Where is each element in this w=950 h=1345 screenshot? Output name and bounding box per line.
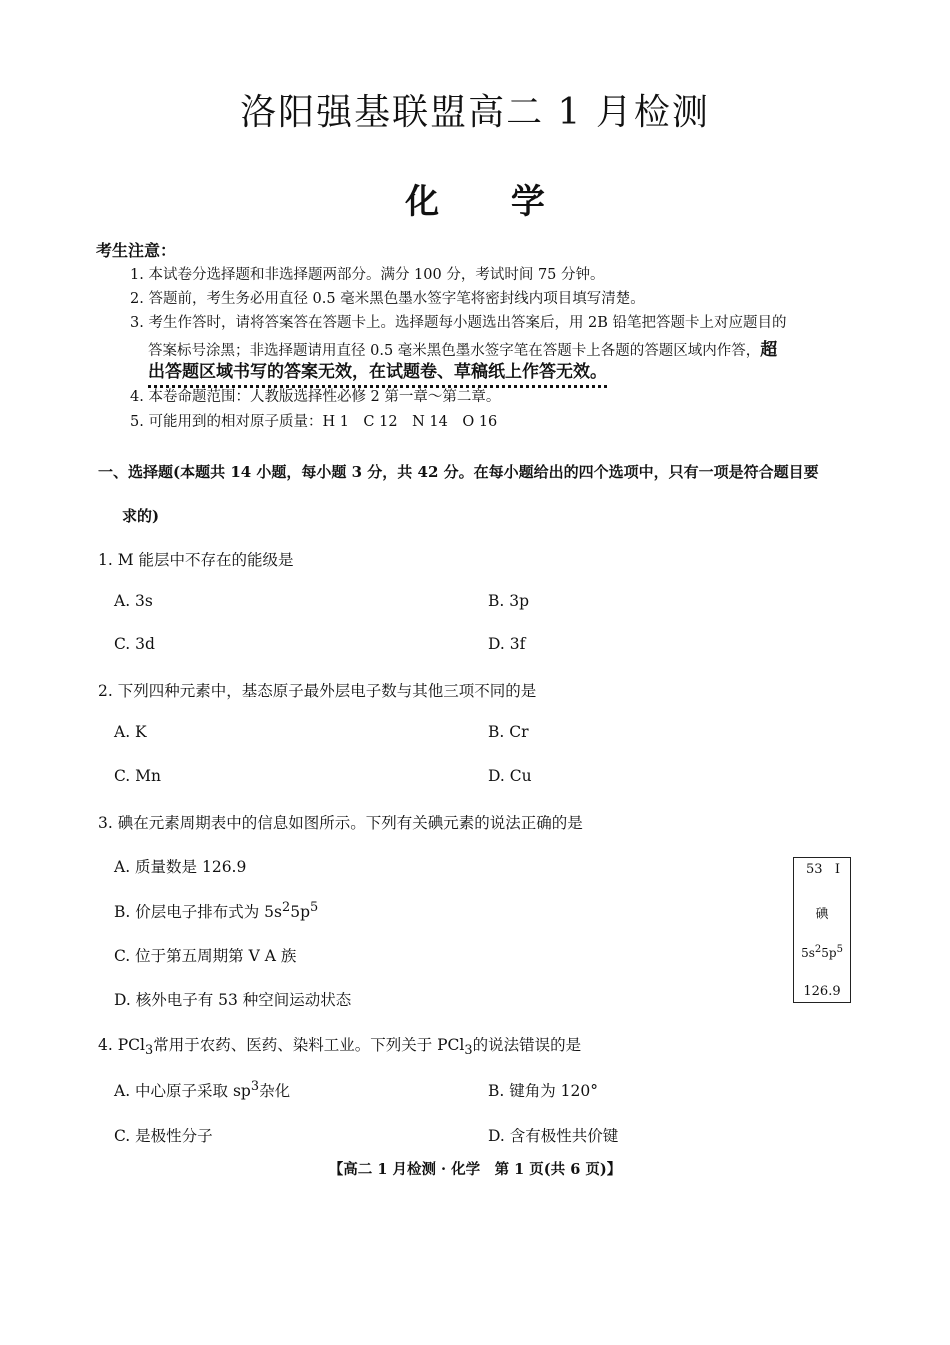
exam-title: 洛阳强基联盟高二 1 月检测	[240, 92, 710, 133]
q1-option-a: A. 3s	[114, 592, 153, 610]
q4-option-a-sup: 3	[250, 1079, 260, 1094]
q4-stem-sub2: 3	[464, 1043, 473, 1059]
question-2-stem: 2. 下列四种元素中，基态原子最外层电子数与其他三项不同的是	[98, 682, 537, 700]
q3-option-b-mid: 5p	[290, 903, 311, 922]
element-config-sup1: 2	[814, 944, 822, 955]
element-config-sup2: 5	[836, 944, 843, 955]
q3-option-c: C. 位于第五周期第 V A 族	[114, 947, 297, 965]
section-heading: 一、选择题(本题共 14 小题，每小题 3 分，共 42 分。在每小题给出的四个选项中，只有一项是符合题目要	[98, 463, 819, 481]
q4-option-a	[114, 1079, 290, 1101]
q4-option-c: C. 是极性分子	[114, 1127, 213, 1145]
element-mass: 126.9	[803, 984, 841, 999]
q4-stem-mid: 常用于农药、医药、染料工业。下列关于 PCl	[153, 1036, 465, 1054]
q3-option-b-text: B. 价层电子排布式为 5s	[114, 903, 282, 922]
q4-stem-sub: 3	[144, 1043, 154, 1059]
q3-option-a: A. 质量数是 126.9	[114, 858, 247, 876]
q4-option-b: B. 键角为 120°	[488, 1082, 599, 1100]
notice-heading: 考生注意：	[96, 241, 177, 260]
question-3-stem: 3. 碘在元素周期表中的信息如图所示。下列有关碘元素的说法正确的是	[98, 814, 583, 832]
page-footer: 【高二 1 月检测 · 化学 第 1 页(共 6 页)】	[328, 1161, 622, 1178]
q2-option-b: B. Cr	[488, 723, 529, 741]
subject-title: 化 学	[405, 182, 545, 222]
question-1-stem: 1. M 能层中不存在的能级是	[98, 551, 294, 569]
element-config	[794, 944, 850, 960]
notice-item-1: 1. 本试卷分选择题和非选择题两部分。满分 100 分，考试时间 75 分钟。	[130, 267, 605, 283]
q4-stem-post: 的说法错误的是	[472, 1036, 582, 1054]
notice-emphasis: 出答题区域书写的答案无效，在试题卷、草稿纸上作答无效。	[148, 362, 607, 382]
q2-option-d: D. Cu	[488, 767, 532, 785]
q2-option-a: A. K	[114, 723, 147, 741]
element-number: 53	[806, 862, 823, 877]
notice-item-3-cont-text: 答案标号涂黑；非选择题请用直径 0.5 毫米黑色墨水签字笔在答题卡上各题的答题区域内作答，	[148, 343, 761, 359]
iodine-element-card	[793, 857, 851, 1003]
notice-item-4: 4. 本卷命题范围：人教版选择性必修 2 第一章～第二章。	[130, 389, 501, 405]
q3-option-b-sup1: 2	[282, 900, 291, 915]
q1-option-b: B. 3p	[488, 592, 530, 610]
q3-option-b-sup2: 5	[310, 900, 319, 915]
notice-emphasis-start: 超	[760, 340, 778, 360]
element-name: 碘	[815, 907, 829, 922]
q1-option-d: D. 3f	[488, 635, 526, 653]
q4-option-a-pre: A. 中心原子采取 sp	[114, 1082, 251, 1101]
q4-option-d: D. 含有极性共价键	[488, 1127, 619, 1145]
question-4-stem	[98, 1033, 581, 1058]
q1-option-c: C. 3d	[114, 635, 155, 653]
section-heading-cont: 求的)	[122, 507, 160, 525]
element-symbol: I	[834, 862, 840, 877]
element-config-base2: 5p	[821, 946, 837, 960]
q3-option-d: D. 核外电子有 53 种空间运动状态	[114, 991, 352, 1009]
q2-option-c: C. Mn	[114, 767, 162, 785]
element-config-base1: 5s	[801, 946, 815, 960]
notice-item-3: 3. 考生作答时，请将答案答在答题卡上。选择题每小题选出答案后，用 2B 铅笔把答题卡上对应题目的	[130, 315, 787, 331]
q4-option-a-post: 杂化	[259, 1082, 291, 1101]
notice-item-2: 2. 答题前，考生务必用直径 0.5 毫米黑色墨水签字笔将密封线内项目填写清楚。	[130, 291, 645, 307]
q3-option-b	[114, 900, 318, 922]
notice-item-5: 5. 可能用到的相对原子质量：H 1 C 12 N 14 O 16	[130, 414, 498, 430]
q4-stem-pre: 4. PCl	[98, 1036, 145, 1054]
